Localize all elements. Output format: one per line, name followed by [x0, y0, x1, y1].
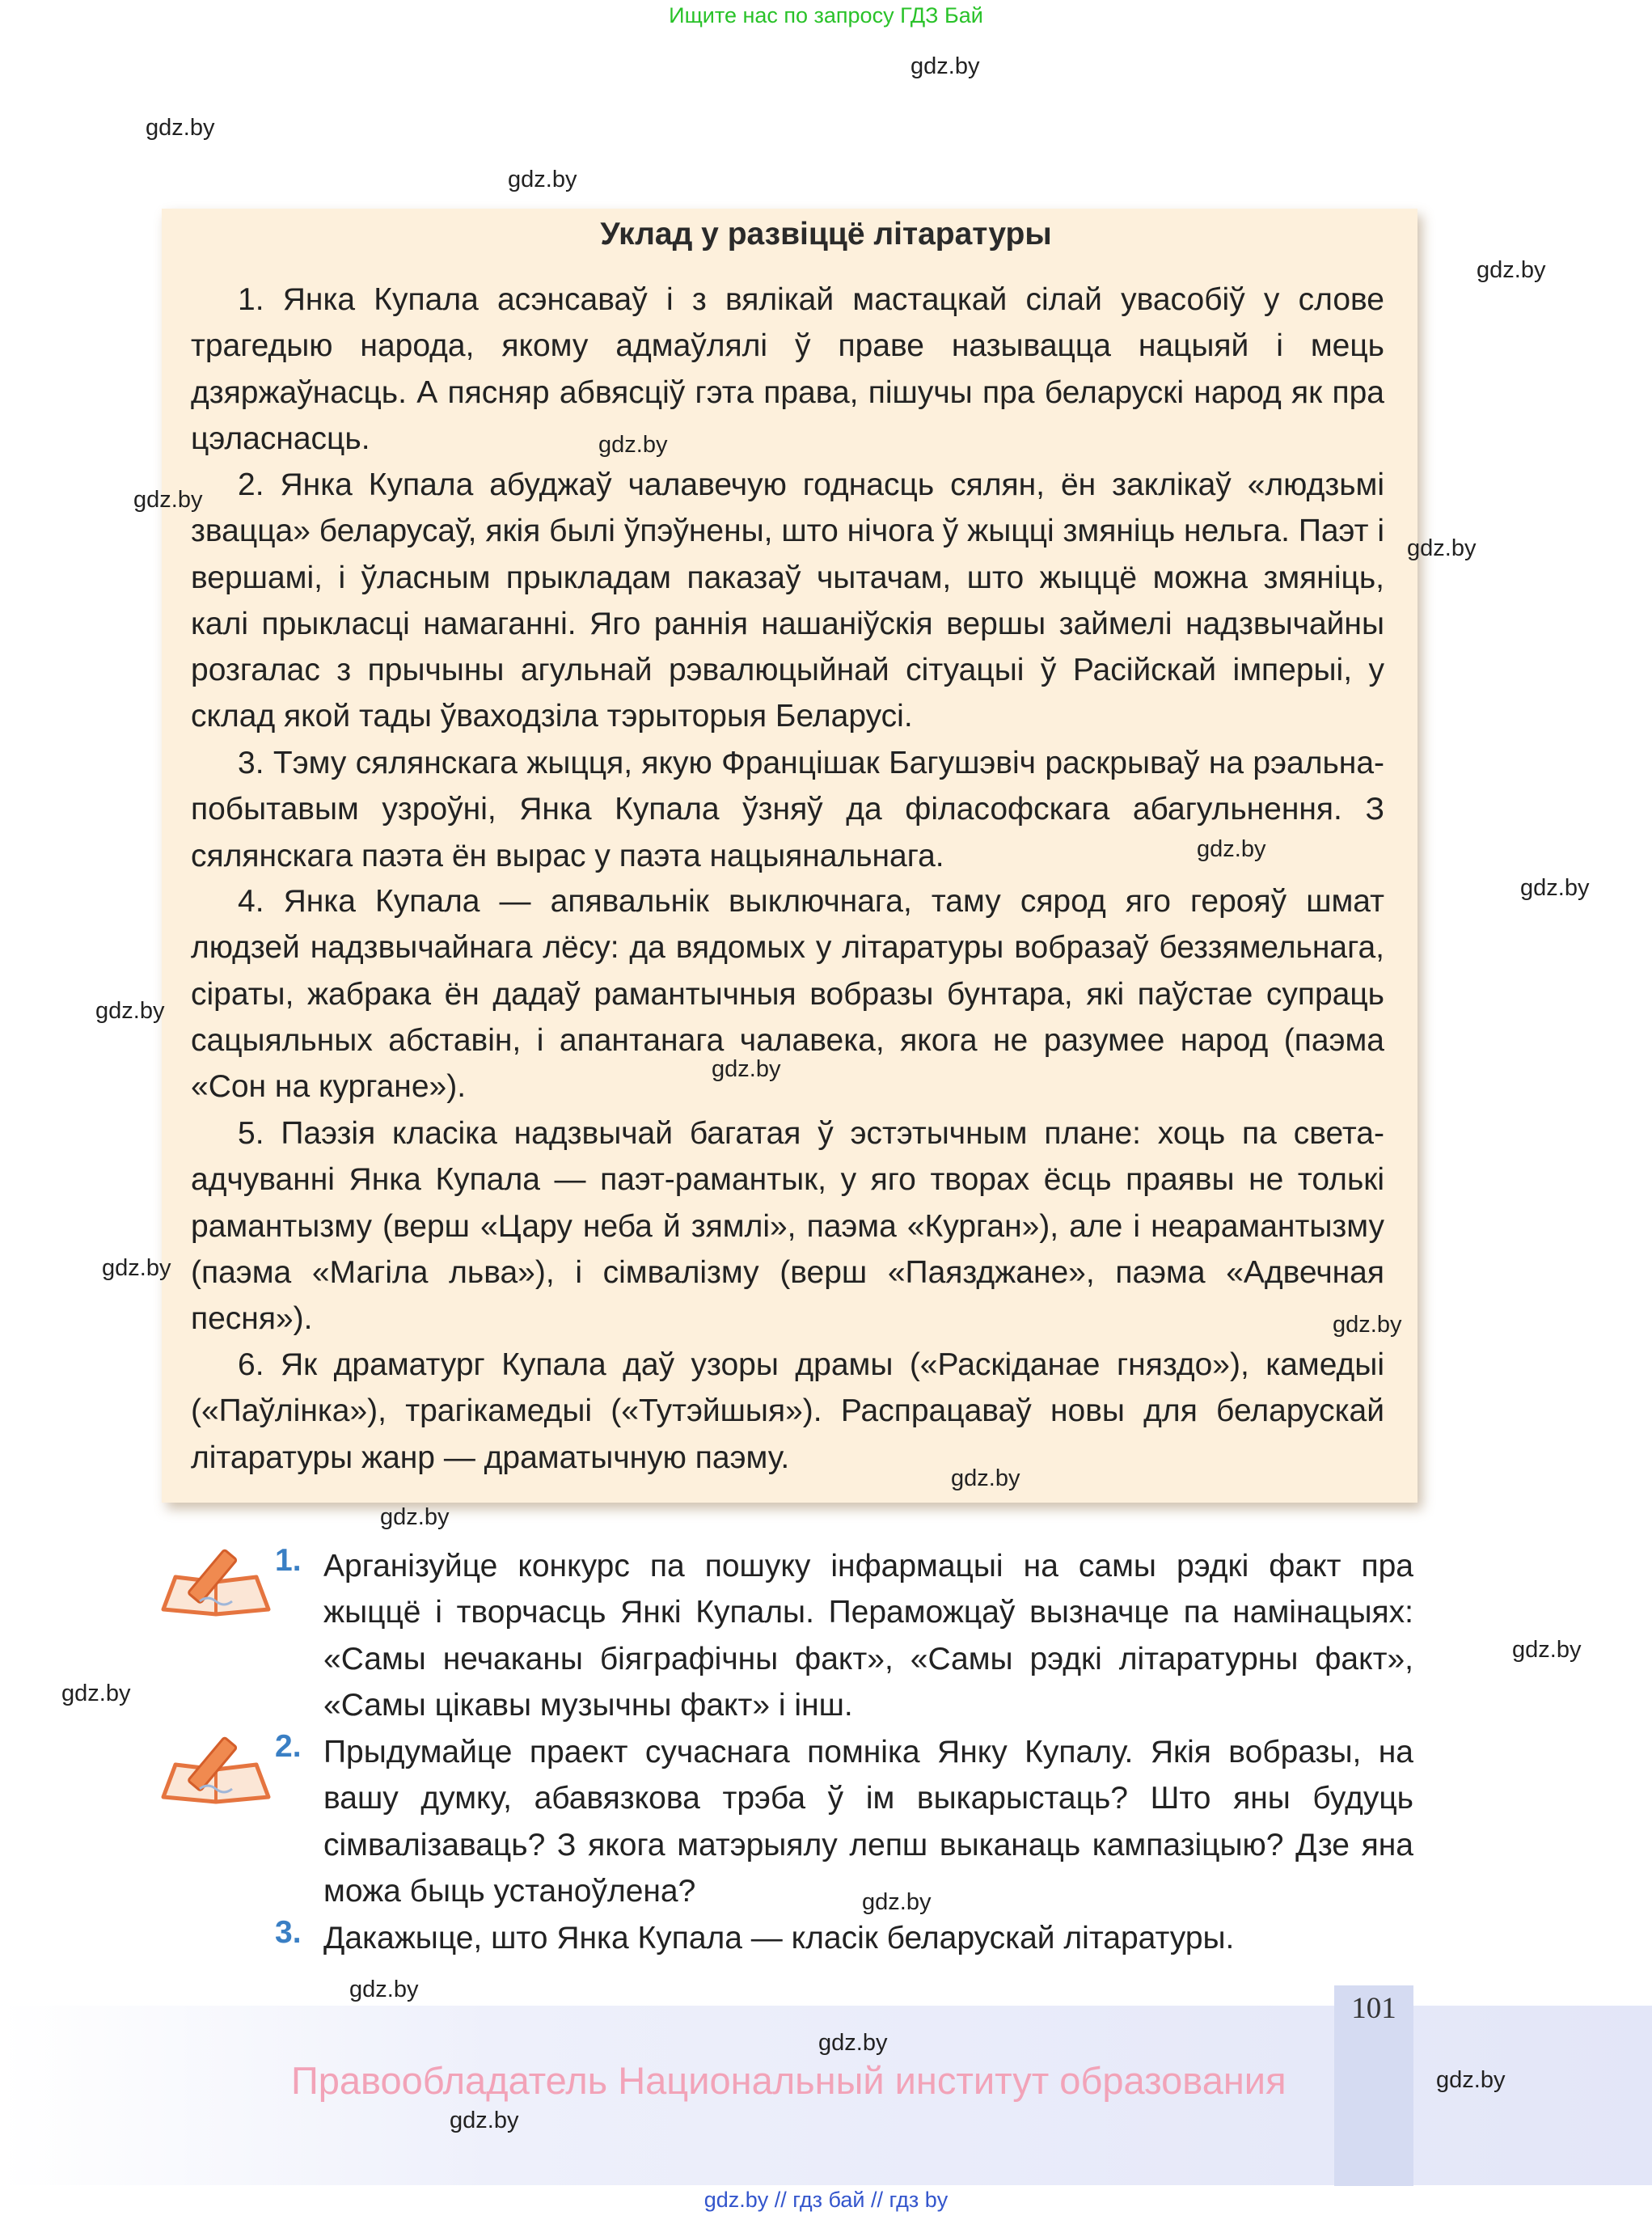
watermark: gdz.by [862, 1889, 932, 1915]
watermark: gdz.by [349, 1977, 419, 2002]
box-title: Уклад у развіццё літаратуры [600, 217, 1052, 252]
watermark: gdz.by [508, 167, 577, 192]
watermark: gdz.by [1512, 1637, 1582, 1663]
watermark: gdz.by [951, 1465, 1020, 1491]
watermark: gdz.by [133, 487, 203, 513]
watermark: gdz.by [61, 1681, 131, 1706]
box-paragraph: 2. Янка Купала абуджаў чалавечую годнасць сялян, ён заклікаў «людзьмі звацца» беларусаў, якія былі ўпэўнены, што нічога ў жыцці змяніць нельга. Паэт і вершамі, і ўласным прыкладам паказаў чытачам, што жыццё можна змяніць, калі прыкласці намаганні. Яго раннія нашаніўскія вершы займелі надзвычайны розгалас з прычыны агульнай рэвалюцыйнай сітуацыі ў Расійскай імперыі, у склад якой тады ўваходзіла тэрыторыя Беларусі. [191, 467, 1384, 734]
task-number: 2. [275, 1729, 302, 1764]
watermark: gdz.by [911, 53, 980, 79]
box-paragraph: 1. Янка Купала асэнсаваў і з вялікай мастацкай сілай увасобіў у слове трагедыю народа, якому адмаўлялі ў праве называцца нацыяй і мець дзяржаўнасць. А пясняр абвясціў гэта права, пішучы пра беларускі народ як пра цэласнасць. [191, 282, 1384, 456]
watermark: gdz.by [146, 115, 215, 141]
task-text: Прыдумайце праект сучаснага помніка Янку Купалу. Якія вобразы, на вашу думку, абавязкова трэба ў ім выкарыстаць? Што яны будуць сімвалізаваць? З якога матэрыялу лепш выканаць кампазіцыю? Дзе яна можа быць устаноўлена? [323, 1735, 1413, 1909]
watermark: gdz.by [818, 2030, 888, 2056]
watermark: gdz.by [1407, 535, 1477, 561]
task-number: 1. [275, 1543, 302, 1578]
copyright-notice: Правообладатель Национальный институт образования [291, 2059, 1287, 2102]
task-text: Дакажыце, што Янка Купала — класік беларускай літаратуры. [323, 1921, 1235, 1956]
task-text: Арганізуйце конкурс па пошуку інфармацыі на самы рэдкі факт пра жыццё і творчасць Янкі Купалы. Пераможцаў вызначце па намінацыях: «Самы нечаканы біяграфічны факт», «Самы рэдкі літаратурны факт», «Самы цікавы музычны факт» і інш. [323, 1549, 1413, 1723]
watermark: gdz.by [1477, 257, 1546, 283]
box-paragraph: 4. Янка Купала — апявальнік выключнага, таму сярод яго герояў шмат людзей надзвычайнага лёсу: да вядомых у літаратуры вобразаў беззямельнага, сіраты, жабрака ён дадаў рамантычныя вобразы бунтара, які паўстае супраць сацыяльных абставін, і апантанага чалавека, якога не разумее народ (паэма «Сон на кургане»). [191, 884, 1384, 1105]
watermark: gdz.by [712, 1056, 781, 1082]
box-paragraph: 5. Паэзія класіка надзвычай багатая ў эстэтычным плане: хоць па светаадчуванні Янка Купала — паэт-рамантык, у яго творах ёсць праявы не толькі рамантызму (верш «Цару неба й зямлі», паэма «Курган»), але і неарамантызму (паэма «Магіла льва»), і сімвалізму (верш «Паязджане», паэма «Адвечная песня»). [191, 1116, 1384, 1337]
watermark: gdz.by [1436, 2067, 1506, 2093]
watermark: gdz.by [598, 432, 668, 458]
watermark: gdz.by [1520, 875, 1590, 901]
page-number: 101 [1351, 1992, 1396, 2025]
watermark: gdz.by [1197, 836, 1266, 862]
watermark: gdz.by [102, 1255, 171, 1281]
watermark: gdz.by [450, 2108, 519, 2133]
box-paragraph: 3. Тэму сялянскага жыцця, якую Францішак Багушэвіч раскрываў на рэальна-побытавым узроўні, Янка Купала ўзняў да філасофскага абагульнення. З сялянскага паэта ён вырас у паэта нацыянальнага. [191, 746, 1384, 873]
pencil-notebook-icon [155, 1732, 277, 1805]
task-number: 3. [275, 1915, 302, 1950]
watermark: gdz.by [380, 1504, 450, 1530]
watermark: gdz.by [1333, 1312, 1402, 1338]
top-banner[interactable]: Ищите нас по запросу ГДЗ Бай [669, 3, 983, 27]
pencil-notebook-icon [155, 1545, 277, 1617]
watermark: gdz.by [95, 998, 165, 1024]
bottom-links[interactable]: gdz.by // гдз бай // гдз by [703, 2188, 949, 2212]
box-paragraph: 6. Як драматург Купала даў узоры драмы («Раскіданае гняздо»), камедыі («Паўлінка»), трагікамедыі («Тутэйшыя»). Распрацаваў новы для беларускай літаратуры жанр — драматычную паэму. [191, 1347, 1384, 1475]
